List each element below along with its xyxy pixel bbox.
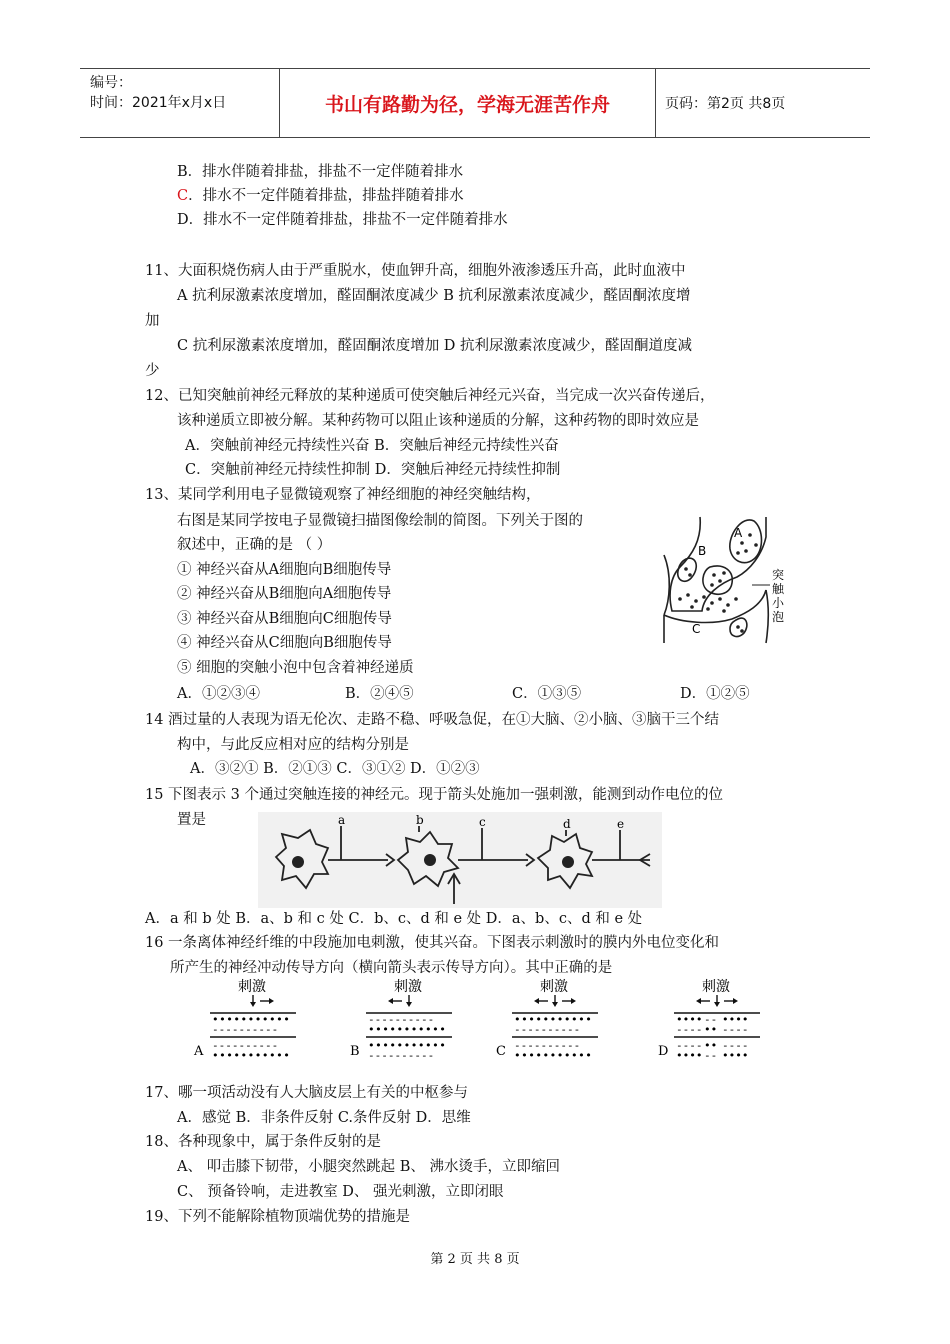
svg-text:•••••••••••: ••••••••••• [368,1023,447,1036]
svg-text:•••••••••••: ••••••••••• [212,1049,291,1062]
neuron-label-c: c [479,815,486,829]
svg-text:•••••••••••: ••••••••••• [212,1013,291,1026]
svg-text:--: -- [704,1013,718,1026]
q18-stem: 18、各种现象中，属于条件反射的是 [145,1134,381,1150]
svg-text:----: ---- [722,1039,749,1052]
q11-line4: C 抗利尿激素浓度增加，醛固酮浓度增加 D 抗利尿激素浓度减少，醛固酮道度减 [177,338,693,354]
svg-text:----------: ---------- [514,1039,581,1052]
svg-text:----------: ---------- [212,1023,279,1036]
q11-stem: 11、大面积烧伤病人由于严重脱水，使血钾升高，细胞外液渗透压升高，此时血液中 [145,263,686,279]
q11-line3: 加 [145,313,160,329]
synapse-label-b: B [698,544,707,558]
q12-stem-2: 该种递质立即被分解。某种药物可以阻止该种递质的分解，这种药物的即时效应是 [177,413,699,429]
q16-panel-d [658,979,760,1062]
synapse-label-vesicle-1: 突 [772,568,785,582]
synapse-label-vesicle-4: 泡 [772,610,785,624]
neuron-chain-diagram [258,812,662,908]
svg-text:----: ---- [722,1023,749,1036]
header-motto: 书山有路勤为径，学海无涯苦作舟 [280,69,656,137]
q16-panel-b [350,979,452,1062]
q17-options: A．感觉 B．非条件反射 C.条件反射 D．思维 [177,1110,471,1126]
q13-stem-3: 叙述中，正确的是 （ ） [177,537,332,553]
q16-panel-b-stim: 刺激 [394,979,422,995]
q16-stem-1: 16 一条离体神经纤维的中段施加电刺激，使其兴奋。下图表示刺激时的膜内外电位变化和 [145,935,720,951]
svg-text:••••: •••• [722,1013,749,1026]
q13-option-a: A．①②③④ [177,686,260,702]
neuron-label-b: b [416,813,424,827]
svg-text:----: ---- [676,1023,703,1036]
page-header [80,68,870,138]
svg-text:••••: •••• [676,1013,703,1026]
q10-option-b: B．排水伴随着排盐，排盐不一定伴随着排水 [177,164,464,180]
q16-panel-d-stim: 刺激 [702,979,730,995]
svg-text:••: •• [704,1023,718,1036]
q13-statement-1: ① 神经兴奋从A细胞向B细胞传导 [177,562,392,578]
q13-option-b: B．②④⑤ [345,686,414,702]
q10-option-d: D．排水不一定伴随着排盐，排盐不一定伴随着排水 [177,212,508,228]
q12-stem-1: 12、已知突触前神经元释放的某种递质可使突触后神经元兴奋，当完成一次兴奋传递后， [145,388,715,404]
svg-text:••: •• [704,1039,718,1052]
header-meta [80,69,280,137]
svg-text:--: -- [704,1049,718,1062]
q16-panel-a-stim: 刺激 [238,979,266,995]
q15-options: A．a 和 b 处 B．a、b 和 c 处 C．b、c、d 和 e 处 D．a、b、c、d 和 e 处 [145,911,643,927]
neuron-label-d: d [563,817,571,831]
q13-statement-2: ② 神经兴奋从B细胞向A细胞传导 [177,586,392,602]
q18-options-cd: C、 预备铃响，走进教室 D、 强光刺激，立即闭眼 [177,1184,504,1200]
q14-stem-1: 14 酒过量的人表现为语无伦次、走路不稳、呼吸急促，在①大脑、②小脑、③脑干三个结 [145,712,720,728]
svg-text:----------: ---------- [368,1013,435,1026]
synapse-label-vesicle-2: 触 [772,582,785,596]
neuron-label-a: a [338,813,346,827]
svg-text:•••••••••••: ••••••••••• [514,1013,593,1026]
q16-panels [190,975,780,1063]
q15-stem-2: 置是 [177,812,206,828]
synapse-label-c: C [692,622,701,636]
svg-text:----: ---- [676,1039,703,1052]
q16-panel-a [193,979,296,1062]
svg-text:----------: ---------- [368,1049,435,1062]
q13-statement-3: ③ 神经兴奋从B细胞向C细胞传导 [177,611,392,627]
q16-panel-c [496,979,598,1062]
svg-text:••••: •••• [722,1049,749,1062]
q13-stem-1: 13、某同学利用电子显微镜观察了神经细胞的神经突触结构， [145,487,541,503]
q19-stem: 19、下列不能解除植物顶端优势的措施是 [145,1209,410,1225]
svg-text:----------: ---------- [212,1039,279,1052]
svg-text:•••••••••••: ••••••••••• [514,1049,593,1062]
svg-text:----------: ---------- [514,1023,581,1036]
q18-options-ab: A、 叩击膝下韧带，小腿突然跳起 B、 沸水烫手，立即缩回 [177,1159,560,1175]
svg-text:•••••••••••: ••••••••••• [368,1039,447,1052]
synapse-diagram [662,515,792,655]
q16-stem-2: 所产生的神经冲动传导方向（横向箭头表示传导方向）。其中正确的是 [170,960,613,976]
q14-options: A．③②① B．②①③ C．③①② D．①②③ [190,761,480,777]
synapse-label-a: A [734,526,743,540]
q16-panel-d-letter: D [658,1044,669,1059]
q14-stem-2: 构中，与此反应相对应的结构分别是 [177,737,409,753]
header-page-info: 页码：第2页 共8页 [665,96,786,112]
q16-panel-b-letter: B [350,1044,360,1059]
q16-panel-c-letter: C [496,1044,506,1059]
q11-line5: 少 [145,363,160,379]
q16-panel-a-letter: A [194,1044,204,1059]
q13-statement-5: ⑤ 细胞的突触小泡中包含着神经递质 [177,660,414,676]
q13-statement-4: ④ 神经兴奋从C细胞向B细胞传导 [177,635,392,651]
q13-stem-2: 右图是某同学按电子显微镜扫描图像绘制的简图。下列关于图的 [177,513,583,529]
q13-option-c: C．①③⑤ [512,686,582,702]
neuron-label-e: e [617,817,625,831]
header-number-label: 编号： [90,75,132,91]
q12-options-ab: A．突触前神经元持续性兴奋 B．突触后神经元持续性兴奋 [185,438,559,454]
q10-option-c-text: ．排水不一定伴随着排盐，排盐拌随着排水 [188,188,464,204]
q15-stem-1: 15 下图表示 3 个通过突触连接的神经元。现于箭头处施加一强刺激，能测到动作电位的位 [145,787,723,803]
q12-options-cd: C．突触前神经元持续性抑制 D．突触后神经元持续性抑制 [185,462,561,478]
q13-option-d: D．①②⑤ [680,686,750,702]
page-footer: 第 2 页 共 8 页 [430,1252,520,1267]
svg-text:••••: •••• [676,1049,703,1062]
q17-stem: 17、哪一项活动没有人大脑皮层上有关的中枢参与 [145,1085,468,1101]
q16-panel-c-stim: 刺激 [540,979,568,995]
synapse-label-vesicle-3: 小 [772,596,785,610]
q11-line2: A 抗利尿激素浓度增加，醛固酮浓度减少 B 抗利尿激素浓度减少，醛固酮浓度增 [177,288,691,304]
q10-option-c-letter: C [177,188,189,204]
header-time-label: 时间：2021年x月x日 [90,95,227,111]
q10-option-c [177,186,464,206]
